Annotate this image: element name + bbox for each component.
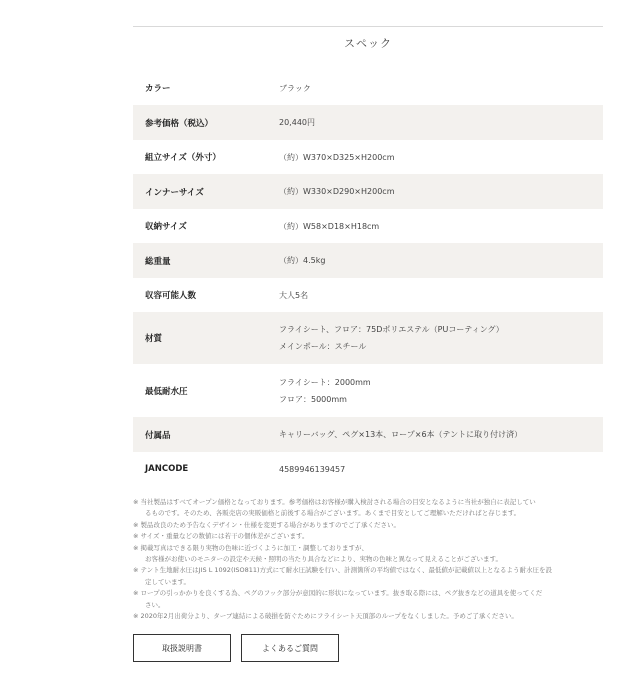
spec-value (267, 174, 603, 209)
spec-value (267, 312, 603, 364)
spec-row (133, 243, 603, 278)
spec-value-line: （約）4.5kg (279, 256, 326, 265)
spec-table (133, 71, 603, 486)
spec-value (267, 364, 603, 417)
spec-value (267, 105, 603, 140)
spec-row (133, 417, 603, 452)
spec-label: 収容可能人数 (145, 291, 197, 301)
note-line: ※ 当社製品はすべてオープン価格となっております。参考価格はお客様が購入検討される場合の目安となるように当社が独自に表記してい (133, 498, 536, 506)
spec-value-line: 4589946139457 (279, 464, 346, 474)
spec-value (267, 278, 603, 312)
spec-label: 最低耐水圧 (145, 386, 188, 397)
spec-section (133, 26, 603, 662)
spec-label: インナーサイズ (133, 174, 267, 209)
spec-value (267, 209, 603, 243)
manual-button[interactable]: 取扱説明書 (133, 634, 231, 662)
note-line: 定しています。 (145, 577, 190, 586)
spec-value-line: 20,440円 (279, 118, 315, 127)
note-line: ※ ロープの引っかかりを良くする為、ペグのフック部分が意図的に形状になっています。抜き取る際には、ペグ抜きなどの道具を使ってくだ (133, 589, 543, 598)
spec-value-line: （約）W330×D290×H200cm (279, 187, 395, 196)
note-line: るものです。そのため、各販売店の実販価格と前後する場合がございます。あくまで目安としてご理解いただければと存じます。 (145, 509, 521, 518)
spec-label: 材質 (133, 312, 267, 364)
spec-value (267, 452, 603, 486)
spec-value-line: （約）W370×D325×H200cm (279, 152, 395, 162)
spec-row (133, 364, 603, 417)
spec-label: 組立サイズ（外寸） (145, 153, 221, 163)
spec-row (133, 312, 603, 364)
faq-button[interactable]: よくあるご質問 (241, 634, 339, 662)
spec-label: 総重量 (133, 243, 267, 278)
note-line: お客様がお使いのモニターの設定や天候・照明の当たり具合などにより、実物の色味と異なって見えることがございます。 (145, 555, 502, 564)
section-title: スペック (344, 37, 392, 50)
spec-value (267, 140, 603, 174)
spec-value-line: フライシート、フロア：75Dポリエステル（PUコーティング） (279, 325, 504, 334)
spec-value-line: ブラック (279, 83, 311, 93)
spec-value (267, 243, 603, 278)
spec-row (133, 140, 603, 174)
note-line: ※ 製品改良のため予告なくデザイン・仕様を変更する場合がありますのでご了承ください。 (133, 520, 401, 529)
spec-value-line: フロア：5000mm (279, 394, 347, 404)
spec-value-line: メインポール：スチール (279, 342, 367, 351)
spec-row (133, 174, 603, 209)
spec-row (133, 105, 603, 140)
spec-row (133, 278, 603, 312)
note-line: さい。 (145, 600, 165, 609)
spec-value (267, 71, 603, 105)
spec-value-line: 大人5名 (279, 290, 309, 300)
spec-row (133, 452, 603, 486)
note-line: ※ テント生地耐水圧はJIS L 1092(ISO811)方式にて耐水圧試験を行い、計測箇所の平均値ではなく、最低値が記載値以上となるよう耐水圧を設 (133, 566, 552, 575)
spec-label: JANCODE (145, 464, 189, 474)
spec-value-line: フライシート：2000mm (279, 377, 371, 387)
note-line: ※ サイズ・重量などの数値には若干の個体差がございます。 (133, 532, 309, 541)
spec-label: 参考価格（税込） (133, 105, 267, 140)
spec-label: カラー (145, 84, 171, 94)
spec-value (267, 417, 603, 452)
spec-label: 付属品 (133, 417, 267, 452)
spec-value-line: キャリーバッグ、ペグ×13本、ロープ×6本（テントに取り付け済） (279, 430, 523, 439)
spec-value-line: （約）W58×D18×H18cm (279, 221, 380, 231)
spec-row (133, 71, 603, 105)
spec-row (133, 209, 603, 243)
notes (133, 497, 603, 622)
spec-label: 収納サイズ (145, 222, 187, 232)
note-line: ※ 2020年2月出荷分より、ターブ連結による破損を防ぐためにフライシート天頂部のループをなくしました。予めご了承ください。 (133, 612, 518, 621)
note-line: ※ 掲載写真はできる限り実物の色味に近づくように加工・調整しておりますが、 (133, 543, 369, 552)
button-row (133, 634, 603, 662)
